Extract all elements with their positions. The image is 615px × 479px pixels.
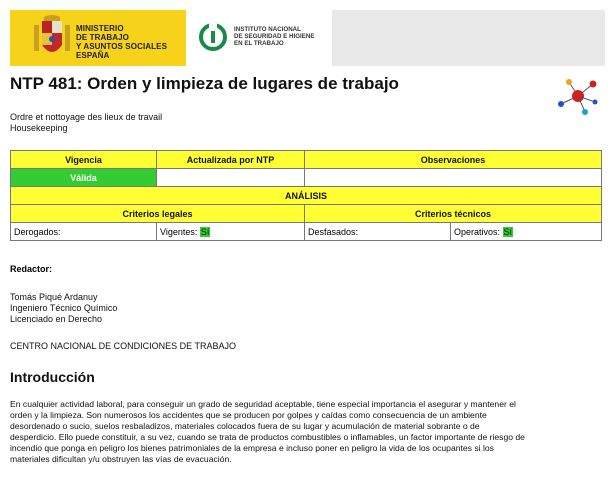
subtitle-fr: Ordre et nottoyage des lieux de travail [10,112,163,122]
header-observaciones: Observaciones [305,151,602,169]
header-analisis: ANÁLISIS [11,187,602,205]
author-center: CENTRO NACIONAL DE CONDICIONES DE TRABAJO [10,341,237,351]
author-name: Tomás Piqué Ardanuy [10,292,98,302]
intro-line: desordenado o sucio, suelos resbaladizos, materiales colocados fuera de su lugar y acumulación de material sobrante o de [10,421,480,431]
insht-logo[interactable] [186,10,332,66]
vigentes-si-badge: Sí [200,226,210,237]
header-criterios-tecnicos: Criterios técnicos [305,205,602,223]
observaciones-value [305,169,602,187]
author-role-2: Licenciado en Derecho [10,314,103,324]
header-vigencia: Vigencia [11,151,157,169]
insht-line-2: DE SEGURIDAD E HIGIENE [234,33,315,40]
coat-of-arms-icon [32,15,72,61]
intro-line: En cualquier actividad laboral, para conseguir un grado de seguridad aceptable, tiene especial importancia el asegurar y mantener el [10,399,516,409]
cell-vigentes [157,223,305,241]
intro-line: desperdicio. Ello puede constituir, a su vez, cuando se trata de productos combustibles o inflamables, un factor importante de riesgo de [10,432,525,442]
header-banner [10,10,605,66]
operativos-label: Operativos: [454,226,501,237]
author-role-1: Ingeniero Técnico Químico [10,303,118,313]
insht-logo-icon [198,22,228,52]
ministerio-line-3: Y ASUNTOS SOCIALES [76,42,168,51]
banner-filler [332,10,605,66]
molecule-icon[interactable] [555,76,601,116]
insht-line-3: EN EL TRABAJO [234,40,284,47]
insht-line-1: INSTITUTO NACIONAL [234,26,301,33]
redactor-label: Redactor: [10,264,53,274]
status-valida: Válida [11,169,157,187]
subtitle-en: Housekeeping [10,123,68,133]
intro-line: materiales dificultan y/u obstruyen las vías de evacuación. [10,454,232,464]
cell-derogados [11,223,157,241]
header-criterios-legales: Criterios legales [11,205,305,223]
ministerio-line-1: MINISTERIO [76,24,124,33]
intro-line: incendio que ponga en peligro los bienes patrimoniales de la empresa e incluso poner en peligro la vida de los ocupantes si los [10,443,494,453]
ntp-status-table [10,150,602,241]
desfasados-label: Desfasados: [308,226,359,237]
page-title: NTP 481: Orden y limpieza de lugares de trabajo [10,74,399,93]
ministerio-line-4: ESPAÑA [76,51,110,60]
derogados-label: Derogados: [14,226,61,237]
actualizada-value [157,169,305,187]
intro-line: orden y la limpieza. Son numerosos los accidentes que se producen por golpes y caídas como consecuencia de un ambiente [10,410,487,420]
operativos-si-badge: Sí [503,226,513,237]
intro-paragraph [10,399,604,465]
section-heading-introduccion: Introducción [10,369,95,385]
header-actualizada: Actualizada por NTP [157,151,305,169]
cell-desfasados [305,223,451,241]
cell-operativos [451,223,602,241]
ministerio-line-2: DE TRABAJO [76,33,130,42]
vigentes-label: Vigentes: [160,226,198,237]
insht-text [234,26,314,47]
ministerio-logo[interactable] [10,10,186,66]
ministerio-text [76,24,167,60]
